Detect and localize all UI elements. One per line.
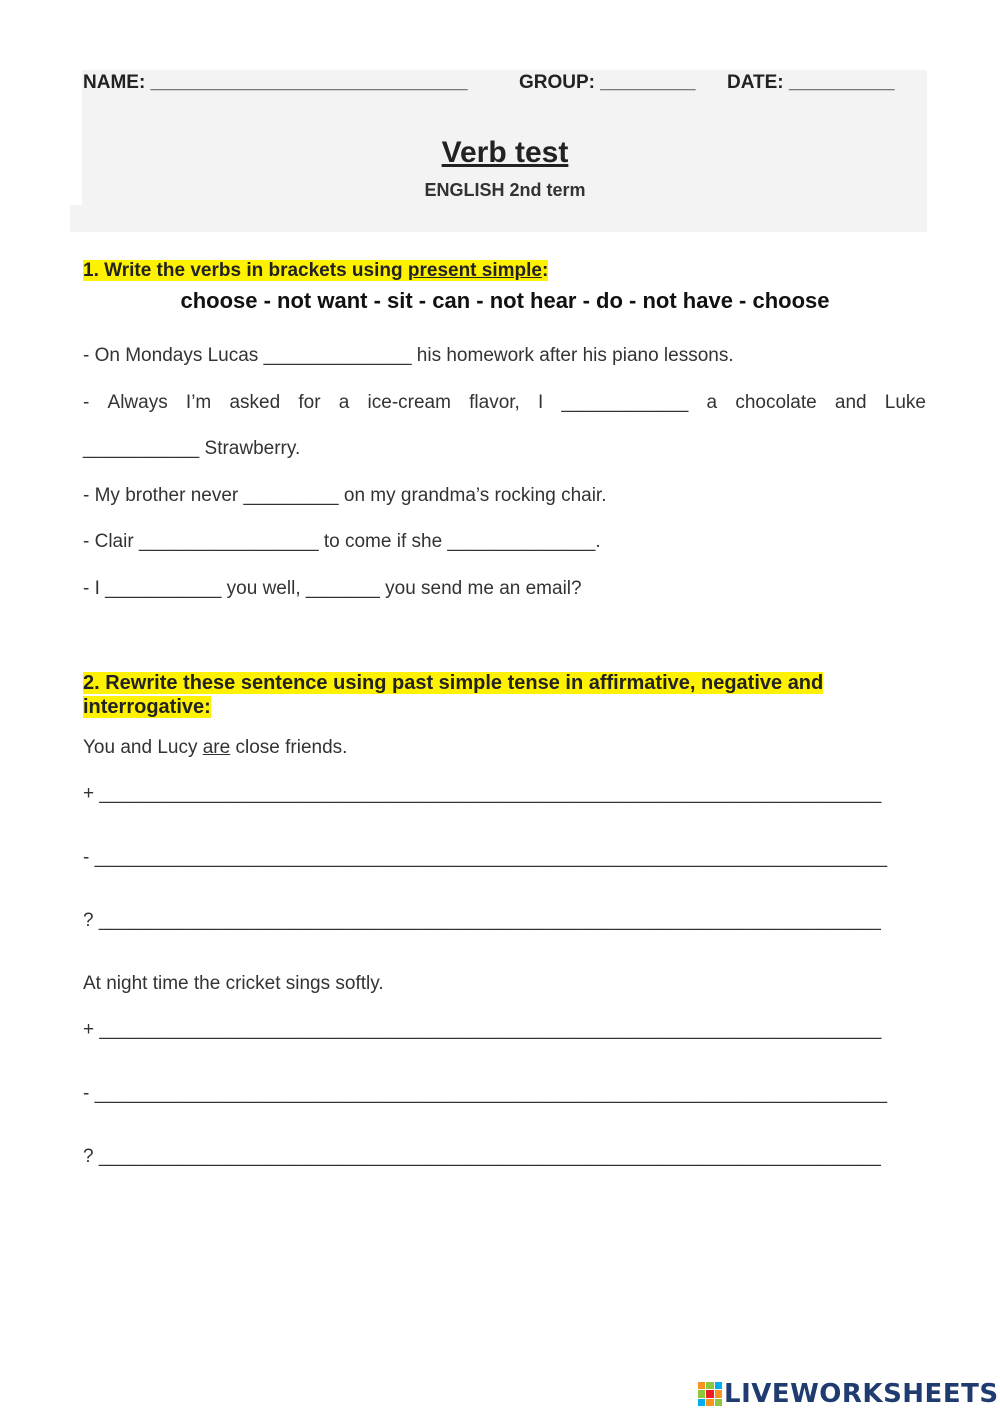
item2-sentence: At night time the cricket sings softly. <box>83 973 384 994</box>
sentence-2-word: chocolate <box>735 392 817 413</box>
sentence-3[interactable]: - My brother never _________ on my grandma’s rocking chair. <box>83 485 607 506</box>
date-label: DATE: __________ <box>727 72 895 93</box>
page-subtitle: ENGLISH 2nd term <box>424 180 586 200</box>
item1-negative-line[interactable]: - ___________________________________________________________________________ <box>83 847 888 868</box>
sentence-2-word: for <box>298 392 321 413</box>
section1-heading-underlined: present simple <box>407 260 542 281</box>
liveworksheets-logo[interactable] <box>698 1378 999 1410</box>
sentence-2[interactable] <box>83 392 926 414</box>
section1-heading-suffix: : <box>541 260 549 281</box>
header-background-edge <box>70 205 85 232</box>
item1-affirmative-line[interactable]: + __________________________________________________________________________ <box>83 783 882 804</box>
sentence-2-word: a <box>706 392 718 413</box>
sentence-2-word: and <box>834 392 867 413</box>
sentence-2-word: I’m <box>185 392 212 413</box>
group-field[interactable] <box>519 72 695 94</box>
item1-suffix: close friends. <box>230 737 348 758</box>
sentence-2-word: a <box>338 392 350 413</box>
logo-text: LIVEWORKSHEETS <box>724 1379 999 1409</box>
sentence-2-blank[interactable]: ____________ <box>561 392 689 413</box>
section1-heading-prefix: 1. Write the verbs in brackets using <box>83 260 408 281</box>
section2-heading-line1: 2. Rewrite these sentence using past simple tense in affirmative, negative and <box>83 672 824 694</box>
sentence-2-word: asked <box>229 392 281 413</box>
liveworksheets-logo-icon <box>698 1382 722 1406</box>
page-title: Verb test <box>441 136 569 169</box>
name-field[interactable] <box>83 72 468 94</box>
sentence-2-word: Always <box>107 392 168 413</box>
sentence-1[interactable]: - On Mondays Lucas ______________ his homework after his piano lessons. <box>83 345 734 366</box>
sentence-2-word: - <box>83 392 90 413</box>
name-label: NAME: ______________________________ <box>83 72 468 93</box>
sentence-5[interactable]: - I ___________ you well, _______ you send me an email? <box>83 578 582 599</box>
item2-interrogative-line[interactable]: ? __________________________________________________________________________ <box>83 1146 881 1167</box>
group-label: GROUP: _________ <box>519 72 696 93</box>
sentence-2-word: Luke <box>884 392 926 413</box>
section2-heading <box>83 671 823 719</box>
sentence-4[interactable]: - Clair _________________ to come if she ______________. <box>83 531 601 552</box>
item2-negative-line[interactable]: - ___________________________________________________________________________ <box>83 1083 888 1104</box>
word-bank: choose - not want - sit - can - not hear - do - not have - choose <box>180 288 830 313</box>
date-field[interactable] <box>727 72 895 94</box>
section2-heading-line2: interrogative: <box>83 696 211 718</box>
sentence-2-word: flavor, <box>469 392 520 413</box>
section1-heading <box>83 260 548 282</box>
item2-affirmative-line[interactable]: + __________________________________________________________________________ <box>83 1019 882 1040</box>
item1-sentence <box>83 737 347 759</box>
item1-interrogative-line[interactable]: ? __________________________________________________________________________ <box>83 910 881 931</box>
sentence-2-continued[interactable]: ___________ Strawberry. <box>83 438 301 459</box>
item1-underlined-verb: are <box>202 737 231 758</box>
sentence-2-word: ice-cream <box>367 392 451 413</box>
item1-prefix: You and Lucy <box>83 737 203 758</box>
sentence-2-word: I <box>538 392 544 413</box>
